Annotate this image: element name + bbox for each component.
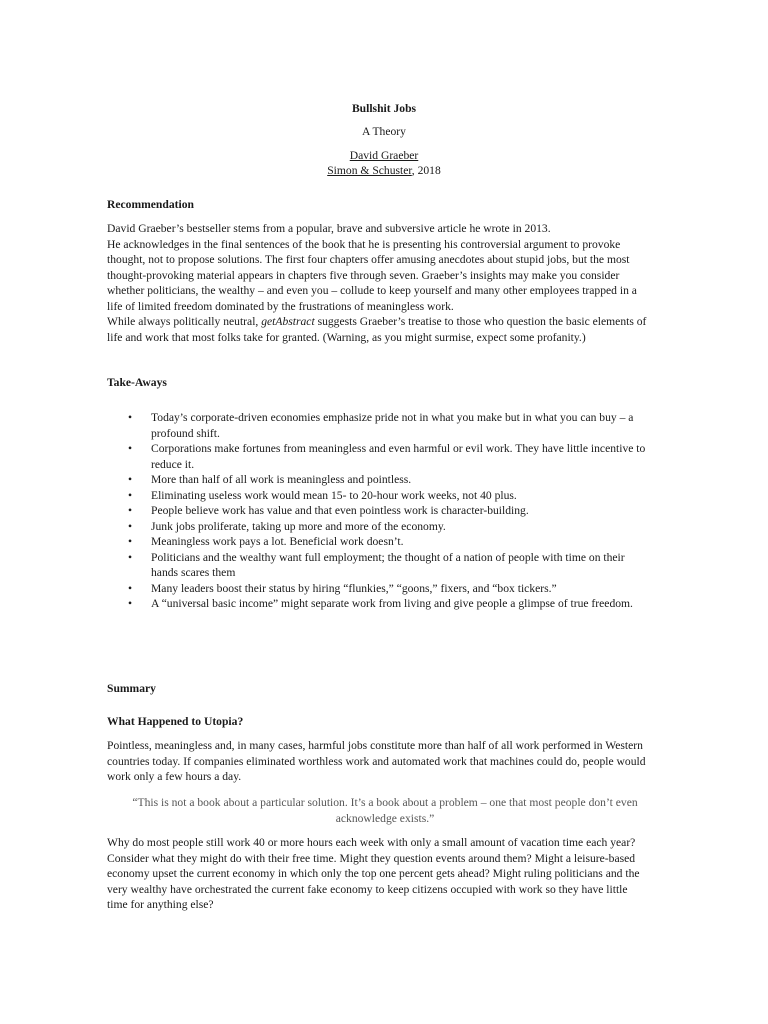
list-item: • Today’s corporate-driven economies emphasize pride not in what you make but in what you can buy – a profound shift. bbox=[128, 411, 634, 440]
author-link[interactable]: David Graeber bbox=[349, 149, 419, 162]
publication-year: , 2018 bbox=[411, 164, 441, 177]
summary-paragraph: Pointless, meaningless and, in many cases, harmful jobs constitute more than half of all work performed in Western countries today. If companies eliminated worthless work and automated work that machines could do, people would work only a few hours a day. bbox=[107, 739, 646, 783]
book-author bbox=[0, 148, 768, 164]
bullet-icon: • bbox=[128, 442, 133, 455]
list-item: • Eliminating useless work would mean 15- to 20-hour work weeks, not 40 plus. bbox=[128, 488, 517, 502]
takeaways-heading: Take-Aways bbox=[107, 376, 167, 389]
recommendation-paragraph: David Graeber’s bestseller stems from a popular, brave and subversive article he wrote in 2013. bbox=[107, 222, 551, 235]
bullet-icon: • bbox=[128, 519, 133, 533]
list-item: • People believe work has value and that even pointless work is character-building. bbox=[128, 504, 529, 517]
list-item: • Many leaders boost their status by hiring “flunkies,” “goons,” fixers, and “box tickers.” bbox=[128, 581, 557, 595]
publisher-link[interactable]: Simon & Schuster bbox=[327, 164, 412, 177]
book-title: Bullshit Jobs bbox=[351, 102, 417, 115]
bullet-icon: • bbox=[128, 550, 133, 564]
bullet-icon: • bbox=[128, 473, 133, 486]
list-item: • Meaningless work pays a lot. Beneficial work doesn’t. bbox=[128, 535, 404, 548]
list-item: • Politicians and the wealthy want full employment; the thought of a nation of people with time on their hands scares them bbox=[128, 550, 625, 579]
bullet-icon: • bbox=[128, 581, 133, 595]
book-publisher bbox=[0, 163, 768, 179]
recommendation-paragraph: He acknowledges in the final sentences of the book that he is presenting his controversial argument to provoke thought, not to propose solutions. The first four chapters offer amusing anecdotes about stupid jobs, but the most thought-provoking material appears in chapters five through seven. Graeber’s insights may make you consider whether politicians, the wealthy – and even you – collude to keep yourself and many other employees trapped in a life of limited freedom dominated by the frustrations of meaningless work. bbox=[107, 237, 637, 313]
list-item: • Corporations make fortunes from meaningless and even harmful or evil work. They have little incentive to reduce it. bbox=[128, 442, 646, 471]
list-item: • More than half of all work is meaningless and pointless. bbox=[128, 473, 412, 486]
bullet-icon: • bbox=[128, 597, 133, 610]
recommendation-paragraph: While always politically neutral, getAbstract suggests Graeber’s treatise to those who question the basic elements of life and work that most folks take for granted. (Warning, as you might surmise, expect some profanity.) bbox=[107, 315, 647, 344]
getabstract-brand: getAbstract bbox=[261, 315, 315, 328]
list-item: • A “universal basic income” might separate work from living and give people a glimpse of true freedom. bbox=[128, 597, 633, 610]
summary-paragraph: Why do most people still work 40 or more hours each week with only a small amount of vacation time each year? Consider what they might do with their free time. Might they question events around them? Might a leisure-based economy upset the current economy in which only the top one percent gets ahead? Might ruling politicians and the very wealthy have orchestrated the current fake economy to keep citizens occupied with work so they have little time for anything else? bbox=[107, 836, 640, 911]
bullet-icon: • bbox=[128, 504, 133, 517]
takeaways-list bbox=[107, 410, 647, 612]
book-subtitle: A Theory bbox=[362, 125, 406, 138]
recommendation-text bbox=[107, 221, 647, 345]
bullet-icon: • bbox=[128, 488, 133, 502]
pull-quote: “This is not a book about a particular solution. It’s a book about a problem – one that most people don’t even acknowledge exists.” bbox=[132, 796, 638, 825]
list-item: • Junk jobs proliferate, taking up more and more of the economy. bbox=[128, 519, 446, 533]
bullet-icon: • bbox=[128, 411, 133, 424]
section-heading: What Happened to Utopia? bbox=[107, 715, 244, 728]
recommendation-heading: Recommendation bbox=[107, 198, 194, 211]
bullet-icon: • bbox=[128, 535, 133, 548]
summary-heading: Summary bbox=[107, 682, 156, 695]
